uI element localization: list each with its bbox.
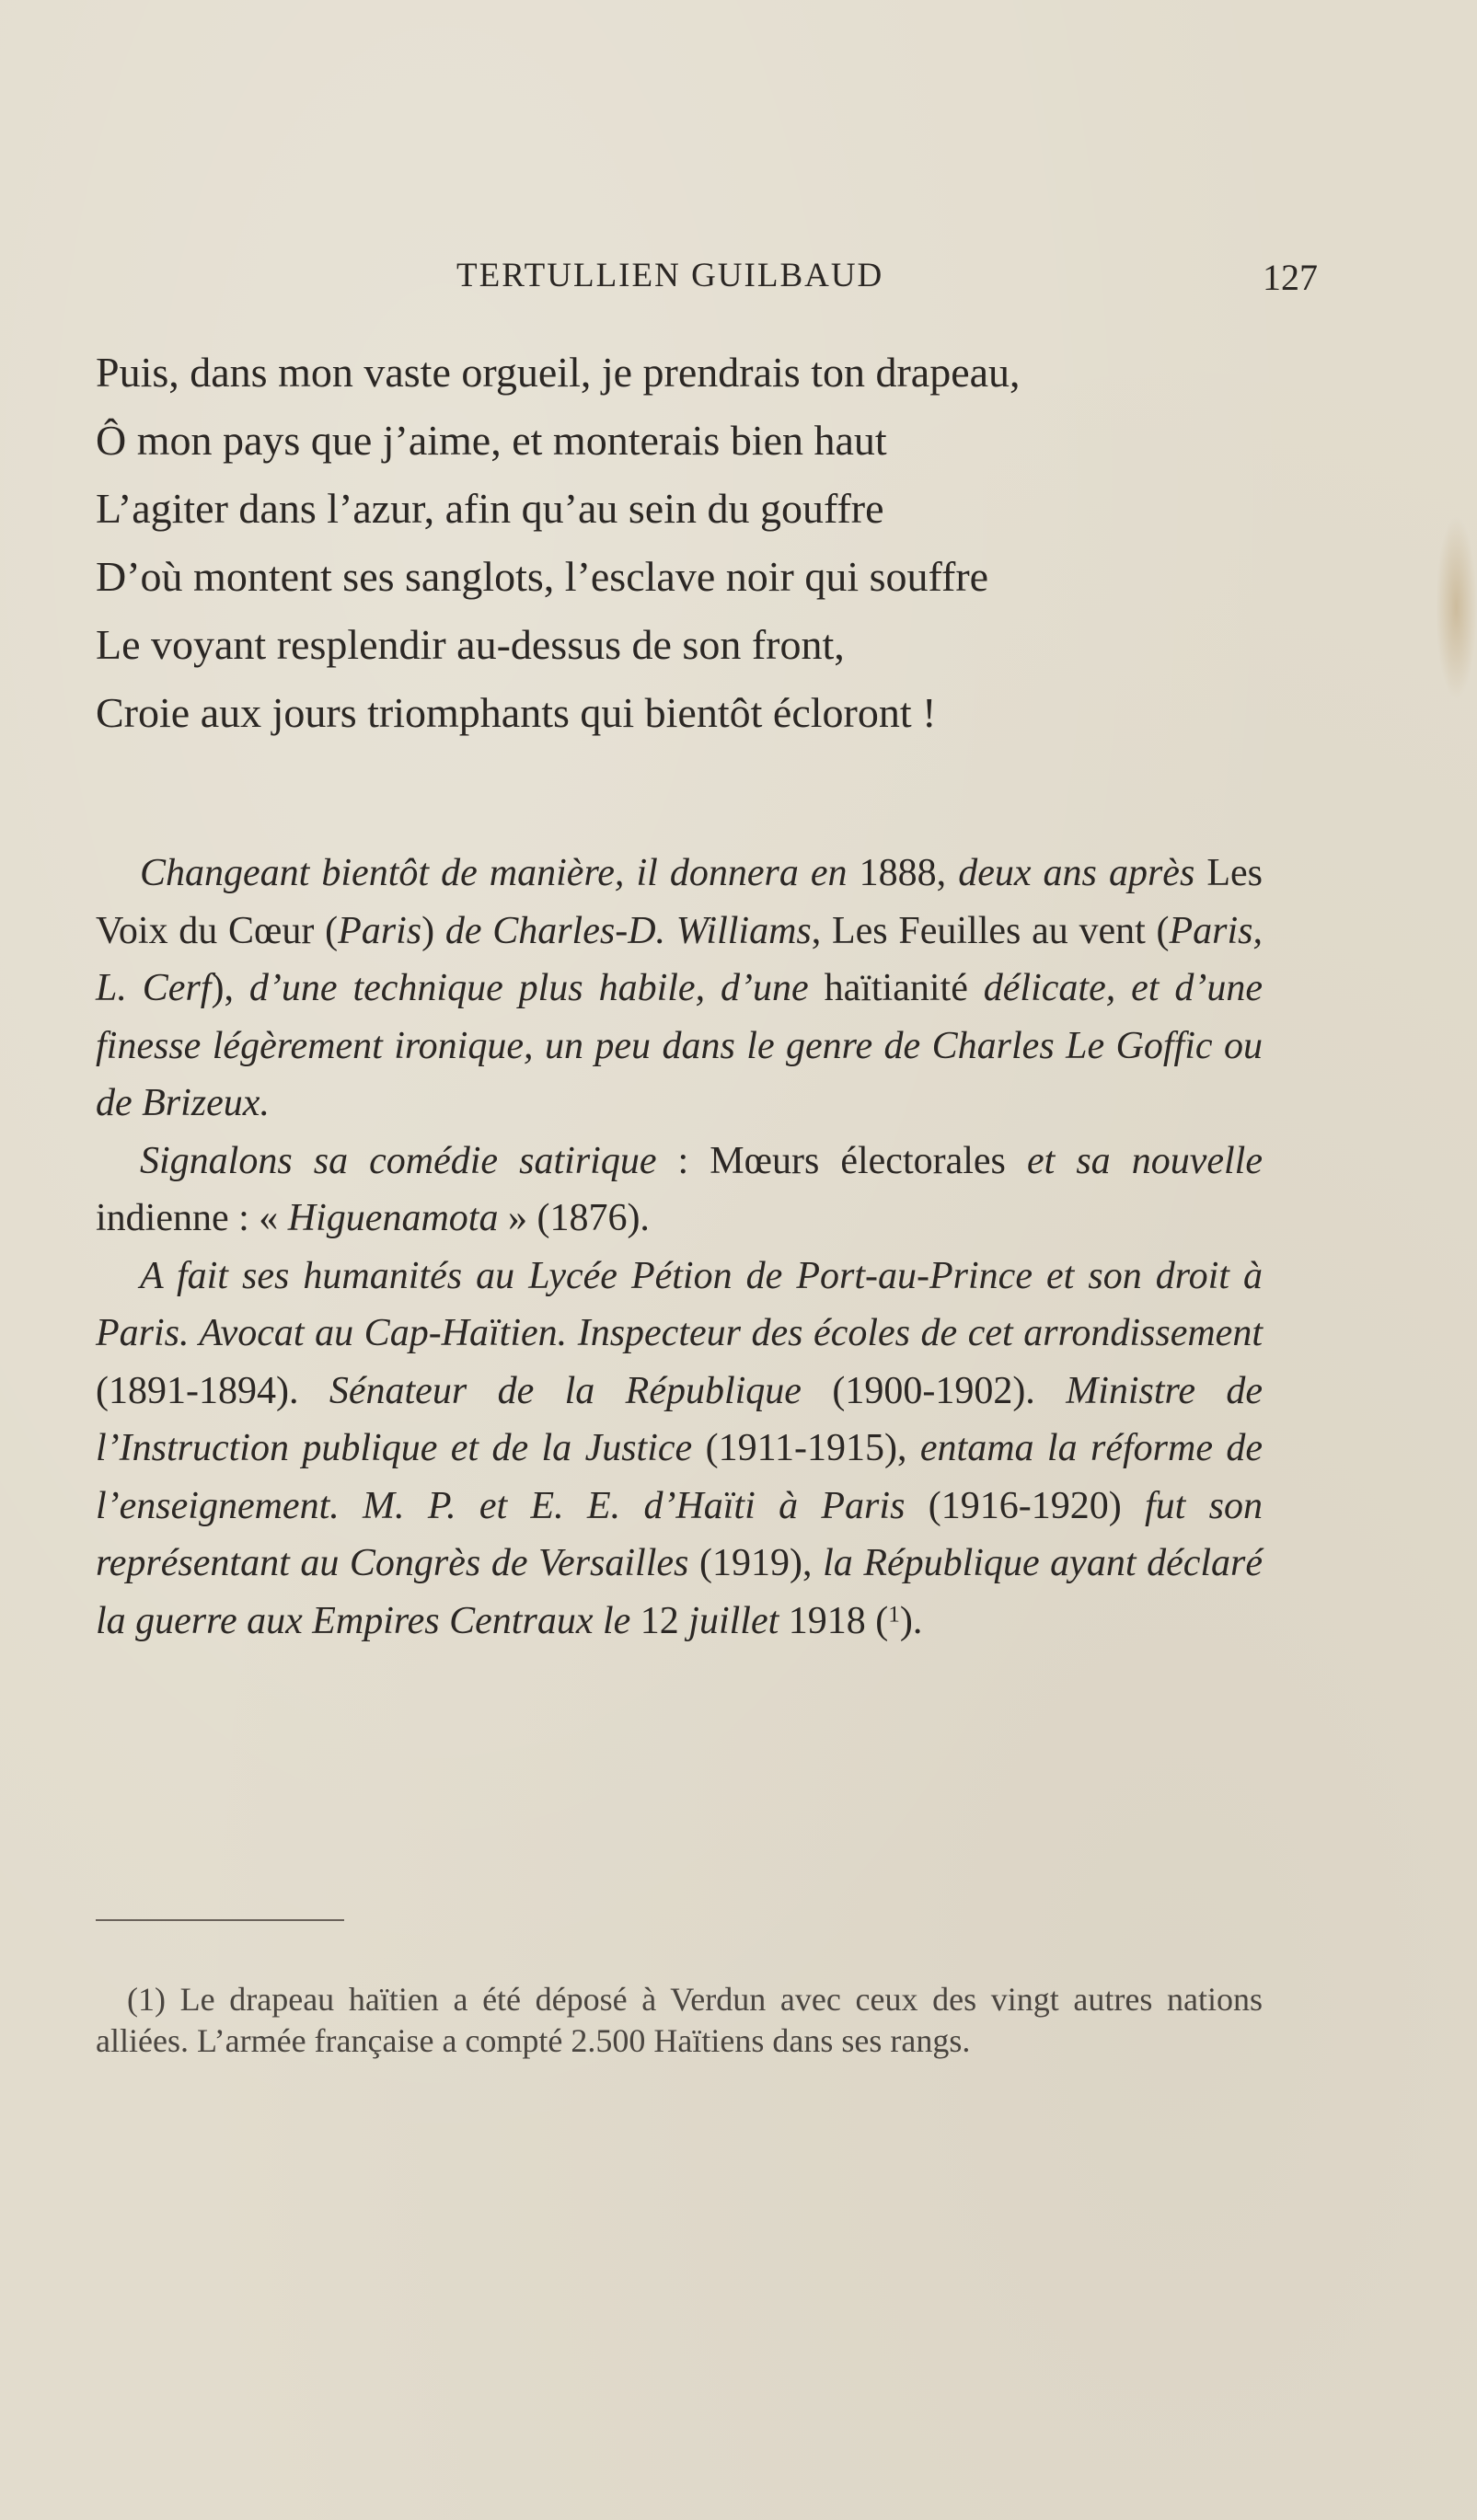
text-run: Paris, L. Cerf bbox=[96, 909, 1263, 1009]
text-run: ) bbox=[421, 909, 445, 952]
text-run: 1888, bbox=[859, 852, 947, 894]
text-run: délicate, et d’une finesse légèrement ironique, un peu dans le genre de Charles Le Goffic ou de Brizeux. bbox=[96, 967, 1264, 1124]
text-run: 1918 ( bbox=[788, 1599, 889, 1642]
running-head bbox=[0, 256, 1477, 302]
text-run: Paris bbox=[338, 909, 422, 952]
poem-line: D’où montent ses sanglots, l’esclave noir qui souffre bbox=[96, 553, 989, 600]
book-title: , Les Feuilles au vent ( bbox=[811, 909, 1170, 952]
text-run: fut son représentant au Congrès de Versailles bbox=[96, 1484, 1264, 1584]
text-run: haïtianité bbox=[824, 967, 968, 1009]
book-title: Higuenamota bbox=[287, 1197, 499, 1239]
footnote-ref[interactable]: 1 bbox=[888, 1601, 900, 1627]
text-run: la République ayant déclaré la guerre aux Empires Centraux bbox=[96, 1542, 1264, 1642]
page-stain bbox=[1436, 515, 1477, 699]
paragraph-other-works bbox=[96, 1133, 1263, 1248]
poem-line: Ô mon pays que j’aime, et monterais bien haut bbox=[96, 417, 887, 464]
footnote-paragraph bbox=[96, 1979, 1263, 2062]
date-range: (1891-1894). bbox=[96, 1369, 299, 1412]
poem-line: L’agiter dans l’azur, afin qu’au sein du gouffre bbox=[96, 485, 884, 532]
footnote-marker: (1) bbox=[127, 1981, 166, 2018]
page-number: 127 bbox=[1263, 257, 1318, 298]
poem-line: Le voyant resplendir au-dessus de son front, bbox=[96, 621, 845, 668]
date-range: (1911-1915), bbox=[705, 1427, 907, 1469]
running-title: TERTULLIEN GUILBAUD bbox=[456, 257, 884, 294]
text-run: 12 bbox=[640, 1599, 679, 1642]
text-run: entama la réforme de l’enseignement. M. P. et E. E. d’Haïti à Paris bbox=[96, 1427, 1264, 1527]
text-run: et sa nouvelle bbox=[1026, 1139, 1263, 1182]
poem-line: Croie aux jours triomphants qui bientôt écloront ! bbox=[96, 689, 937, 736]
text-run: deux ans après bbox=[958, 852, 1195, 894]
paragraph-career bbox=[96, 1248, 1263, 1651]
text-run: Changeant bientôt de manière, il donnera en bbox=[140, 852, 848, 894]
footnote-text: Le drapeau haïtien a été déposé à Verdun avec ceux des vingt autres nations alliées. L’armée française a compté 2.500 Haïtiens dans ses rangs. bbox=[96, 1981, 1263, 2059]
text-run: Signalons sa comédie satirique bbox=[140, 1139, 657, 1182]
biography-text bbox=[96, 845, 1263, 1650]
date-range: (1919), bbox=[698, 1542, 813, 1584]
book-title: : Mœurs électorales bbox=[677, 1139, 1006, 1182]
book-title: Les Voix du Cœur ( bbox=[96, 852, 1264, 952]
text-run: Ministre de l’Instruction publique et de la Justice bbox=[96, 1369, 1264, 1469]
text-run: le bbox=[602, 1599, 631, 1642]
date-range: (1916-1920) bbox=[928, 1484, 1122, 1527]
text-run: Sénateur de la République bbox=[329, 1369, 802, 1412]
poem-line: Puis, dans mon vaste orgueil, je prendrais ton drapeau, bbox=[96, 349, 1021, 396]
text-run: ), bbox=[211, 967, 249, 1009]
text-run: juillet bbox=[688, 1599, 779, 1642]
text-run: d’une technique plus habile, d’une bbox=[248, 967, 809, 1009]
text-run: de Charles-D. Williams bbox=[444, 909, 812, 952]
text-run: indienne : « bbox=[96, 1197, 279, 1239]
text-run: A fait ses humanités au Lycée Pétion de Port-au-Prince et son droit à Paris. Avocat au Cap-Haïtien. Inspecteur des écoles de cet arrondissement bbox=[96, 1254, 1263, 1354]
text-run: ). bbox=[899, 1599, 923, 1642]
footnote bbox=[96, 1979, 1263, 2062]
paragraph-works bbox=[96, 845, 1263, 1133]
footnote-divider bbox=[96, 1919, 344, 1921]
date-range: (1900-1902). bbox=[832, 1369, 1035, 1412]
text-run: » (1876). bbox=[507, 1197, 650, 1239]
poem-stanza bbox=[96, 339, 1292, 747]
